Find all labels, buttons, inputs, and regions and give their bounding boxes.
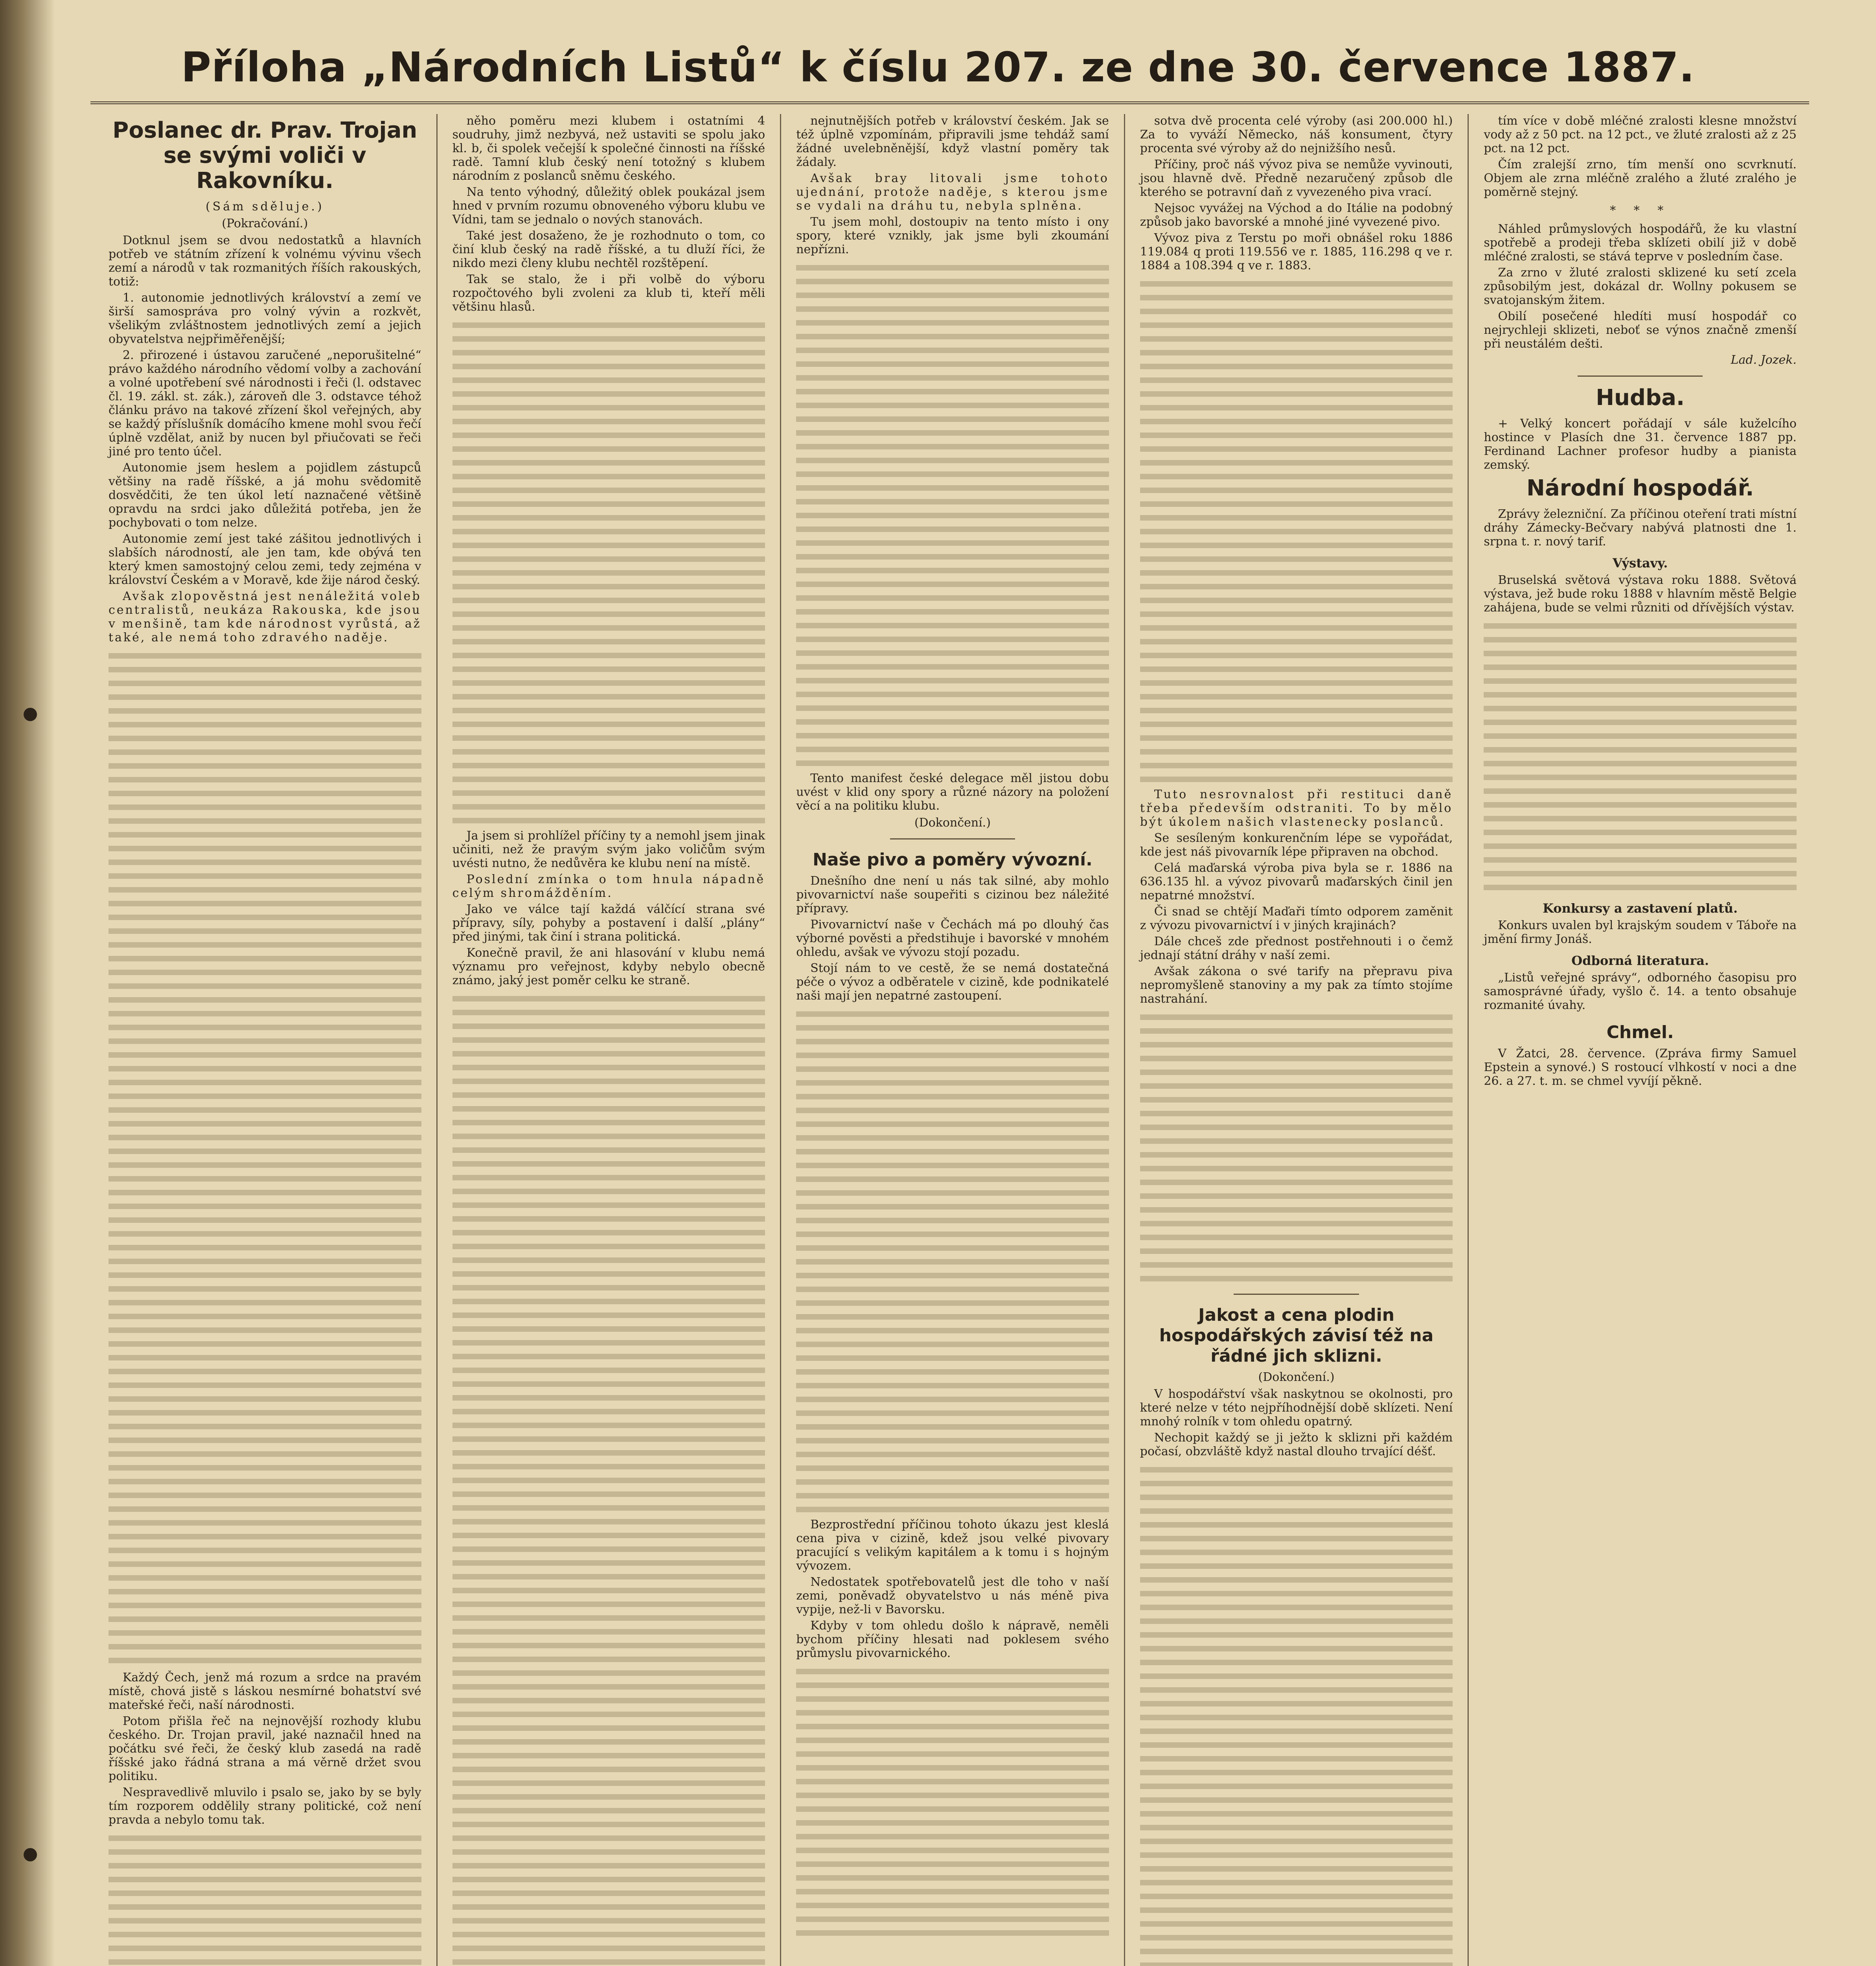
paragraph: Konkurs uvalen byl krajským soudem v Táboře na jmění firmy Jonáš. xyxy=(1484,919,1797,946)
text-block xyxy=(452,318,765,829)
paragraph: Pivovarnictví naše v Čechách má po dlouhý čas výborné pověsti a předstihuje i bavorské v mnohém ohledu, avšak ve vývozu stojí pozadu. xyxy=(796,918,1109,959)
paragraph: + Velký koncert pořádají v sále kuželcího hostince v Plasích dne 31. července 1887 pp. Ferdinand Lachner profesor hudby a pianista zemský. xyxy=(1484,417,1797,472)
paragraph: Na tento výhodný, důležitý oblek poukázal jsem hned v prvním rozumu obnoveného výboru klubu ve Vídni, tam se jednalo o nových stanovách. xyxy=(452,185,765,226)
paragraph: Dnešního dne není u nás tak silné, aby mohlo pivovarnictví naše soupeřiti s cizinou bez náležité přípravy. xyxy=(796,874,1109,915)
paragraph: Či snad se chtějí Maďaři tímto odporem zaměnit z vývozu pivovarnictví i v jiných krajinách? xyxy=(1140,905,1453,932)
section-heading: Národní hospodář. xyxy=(1526,475,1754,501)
article-divider xyxy=(1578,376,1703,377)
paragraph: Avšak bray litovali jsme tohoto ujednání, protože naděje, s kterou jsme se vydali na dráhu tu, nebyla splněna. xyxy=(796,171,1109,213)
paragraph: něho poměru mezi klubem i ostatními 4 soudruhy, jimž nezbyvá, než ustaviti se spolu jako kl. b, či spolek večejší k společné činnosti na říšské radě. Tamní klub český není totožný s klubem národním z poslanců sněmu českého. xyxy=(452,114,765,183)
column-5 xyxy=(1469,114,1812,1966)
column-2 xyxy=(438,114,782,1966)
paragraph: Avšak zlopověstná jest nenáležitá voleb centralistů, neukáza Rakouska, kde jsou v menšině, tam kde národnost vyrůstá, až také, ale nemá toho zdravého naděje. xyxy=(109,589,421,644)
paragraph: Kdyby v tom ohledu došlo k nápravě, neměli bychom příčiny hlesati nad poklesem svého průmyslu pivovarnického. xyxy=(796,1619,1109,1660)
article-heading: Poslanec dr. Prav. Trojan se svými voliči v Rakovníku. xyxy=(112,118,418,193)
paragraph: Autonomie zemí jest také zášitou jednotlivých i slabších národností, ale jen tam, kde obývá ten který kmen samostojný celou zemi, tedy zejména v království Českém a v Moravě, kde žije národ český. xyxy=(109,532,421,587)
page-edge-shadow xyxy=(0,0,55,1966)
subsection-heading: Konkursy a zastavení platů. xyxy=(1543,901,1738,916)
paragraph: Zprávy železniční. Za příčinou oteření trati místní dráhy Zámecky-Bečvary nabývá platnosti dne 1. srpna t. r. nový tarif. xyxy=(1484,507,1797,549)
paragraph: Stojí nám to ve cestě, že se nemá dostatečná péče o vývoz a odběratele v cizině, kde podnikatelé naši mají jen nepatrné zastoupení. xyxy=(796,961,1109,1003)
column-4 xyxy=(1125,114,1469,1966)
article-heading: Jakost a cena plodin hospodářských závisí též na řádné jich sklizni. xyxy=(1159,1305,1434,1366)
header-rule xyxy=(90,101,1809,104)
paragraph: nejnutnějších potřeb v království českém. Jak se též úplně vzpomínám, připravili jsme tehdáž samí žádné uvelebněnější, když vlastní poměry tak žádaly. xyxy=(796,114,1109,169)
paragraph: Autonomie jsem heslem a pojidlem zástupců většiny na radě říšské, a já mohu svědomitě dosvědčiti, že ten úkol letí naznačené většině opravdu na srdci jako důležitá potřeba, jen že pochybovati o tom nelze. xyxy=(109,461,421,530)
text-block xyxy=(796,260,1109,771)
article-divider xyxy=(1234,1294,1359,1295)
paragraph: 1. autonomie jednotlivých království a zemí ve širší samospráva pro volný vývin a rozkvět, všelikým zvláštnostem jednotlivých zemí a jejich obyvatelstva nejpřiměřenější; xyxy=(109,291,421,346)
text-block xyxy=(796,1664,1109,1939)
text-block xyxy=(452,991,765,1966)
paragraph: Avšak zákona o své tarify na přepravu piva nepromyšleně stanoviny a my pak za tímto stojíme nastrahání. xyxy=(1140,965,1453,1006)
paragraph: Obilí posečené hledíti musí hospodář co nejrychleji sklizeti, neboť se výnos značně zmenší při neustálém dešti. xyxy=(1484,309,1797,351)
paragraph: Celá maďarská výroba piva byla se r. 1886 na 636.135 hl. a vývoz pivovarů maďarských činil jen nepatrné množství. xyxy=(1140,861,1453,902)
masthead xyxy=(0,8,1876,90)
paragraph: Nechopit každý se ji ježto k sklizni při každém počasí, obzvláště když nastal dlouho trvající déšť. xyxy=(1140,1431,1453,1458)
paragraph: Tak se stalo, že i při volbě do výboru rozpočtového byli zvoleni za klub ti, kteří měli většinu hlasů. xyxy=(452,272,765,314)
paragraph: Ja jsem si prohlížel příčiny ty a nemohl jsem jinak učiniti, než že pravým svým jako voličům svým uvésti nutno, že nedůvěra ke klubu není na místě. xyxy=(452,829,765,870)
text-block xyxy=(109,648,421,1671)
paragraph: Tento manifest české delegace měl jistou dobu uvést v klid ony spory a různé názory na položení věcí a na politiku klubu. xyxy=(796,771,1109,813)
article-subheading: (Sám sděluje.) xyxy=(205,200,324,214)
binding-hole xyxy=(24,708,37,721)
article-heading: Naše pivo a poměry vývozní. xyxy=(813,850,1092,870)
paragraph: Vývoz piva z Terstu po moři obnášel roku 1886 119.084 q proti 119.556 ve r. 1885, 116.298 q ve r. 1884 a 108.394 q ve r. 1883. xyxy=(1140,231,1453,272)
paragraph: Nedostatek spotřebovatelů jest dle toho v naší zemi, poněvadž obyvatelstvo u nás méně piva vypije, než-li v Bavorsku. xyxy=(796,1575,1109,1616)
text-block xyxy=(1484,619,1797,894)
section-heading: Chmel. xyxy=(1606,1022,1674,1042)
paragraph: Tu jsem mohl, dostoupiv na tento místo i ony spory, které vznikly, jak jsme byli zkoumání nepřízni. xyxy=(796,215,1109,256)
paragraph: Tuto nesrovnalost při restituci daně třeba především odstraniti. To by mělo být úkolem našich vlastenecky poslanců. xyxy=(1140,788,1453,829)
section-stars: * * * xyxy=(1610,204,1671,217)
paragraph: tím více v době mléčné zralosti klesne množství vody až z 50 pct. na 12 pct., ve žluté zralosti až z 25 pct. na 12 pct. xyxy=(1484,114,1797,155)
paragraph: Dotknul jsem se dvou nedostatků a hlavních potřeb ve státním zřízení k volnému vývinu všech zemí a národů v tak rozmanitých říších rakouských, totiž: xyxy=(109,234,421,289)
paragraph: Bezprostřední příčinou tohoto úkazu jest kleslá cena piva v cizině, kdež jsou velké pivovary pracující s velikým kapitálem a k tomu i s hojným vývozem. xyxy=(796,1518,1109,1573)
paragraph: V hospodářství však naskytnou se okolnosti, pro které nelze v této nejpříhodnější době sklízeti. Není mnohý rolník v tom ohledu opatrný. xyxy=(1140,1387,1453,1428)
paragraph: Jako ve válce tají každá válčící strana své přípravy, síly, pohyby a postavení i další „plány“ před jinými, tak činí i strana politická. xyxy=(452,902,765,944)
paragraph: 2. přirozené i ústavou zaručené „neporušitelné“ právo každého národního vědomí volby a zachování a volné upotřebení své národnosti i řeči (l. odstavec čl. 19. zákl. st. zák.), zároveň dle 3. odstavce téhož článku právo na takové zřízení škol veřejných, aby se každý příslušník domácího kmene mohl svou řečí úplně vzdělat, aniž by nucen byl přiučovati se řeči jiné pro tento účel. xyxy=(109,348,421,458)
subsection-heading: Odborná literatura. xyxy=(1571,953,1709,968)
masthead-title: Příloha „Národních Listů“ k číslu 207. ze dne 30. července 1887. xyxy=(181,43,1695,91)
text-block xyxy=(796,1007,1109,1518)
column-3 xyxy=(781,114,1125,1966)
continuation-note: (Pokračování.) xyxy=(222,217,308,230)
column-1 xyxy=(94,114,438,1966)
binding-hole xyxy=(24,1848,37,1861)
paragraph: Poslední zmínka o tom hnula nápadně celým shromážděním. xyxy=(452,873,765,900)
paragraph: „Listů veřejné správy“, odborného časopisu pro samosprávné úřady, vyšlo č. 14. a tento obsahuje rozmanité úvahy. xyxy=(1484,971,1797,1012)
paragraph: Čím zralejší zrno, tím menší ono scvrknutí. Objem ale zrna mléčně zralého a žluté zralého je poměrně stejný. xyxy=(1484,158,1797,199)
paragraph: Nespravedlivě mluvilo i psalo se, jako by se byly tím rozporem oddělily strany politické, což není pravda a nebylo tomu tak. xyxy=(109,1786,421,1827)
paragraph: Příčiny, proč náš vývoz piva se nemůže vyvinouti, jsou hlavně dvě. Předně nezaručený způsob dle kterého se potravní daň z vyvezeného piva vrací. xyxy=(1140,158,1453,199)
newspaper-page xyxy=(94,114,1812,1966)
subsection-heading: Výstavy. xyxy=(1613,556,1668,571)
text-block xyxy=(1140,1462,1453,1966)
paragraph: Náhled průmyslových hospodářů, že ku vlastní spotřebě a prodeji třeba sklízeti obilí již v době mléčné zralosti, se stává teprve v posledním čase. xyxy=(1484,222,1797,263)
text-block xyxy=(1140,1010,1453,1285)
paragraph: Bruselská světová výstava roku 1888. Světová výstava, jež bude roku 1888 v hlavním městě Belgie zahájena, bude se velmi různiti od dřívějších výstav. xyxy=(1484,573,1797,615)
paragraph: Konečně pravil, že ani hlasování v klubu nemá významu pro veřejnost, kdyby nebylo obecně známo, jaký jest poměr celku ke straně. xyxy=(452,946,765,987)
paragraph: V Žatci, 28. července. (Zpráva firmy Samuel Epstein a synové.) S rostoucí vlhkostí v noci a dne 26. a 27. t. m. se chmel vyvíjí pěkně. xyxy=(1484,1047,1797,1088)
paragraph: Nejsoc vyvážej na Východ a do Itálie na podobný způsob jako bavorské a mnohé jiné vyvezené pivo. xyxy=(1140,201,1453,229)
text-block xyxy=(1140,276,1453,788)
closing-note: (Dokončení.) xyxy=(1258,1370,1335,1384)
paragraph: Každý Čech, jenž má rozum a srdce na pravém místě, chová jistě s láskou nesmírné bohatství své mateřské řeči, naší národnosti. xyxy=(109,1671,421,1712)
author-signature: Lad. Jozek. xyxy=(1731,353,1797,367)
paragraph: Potom přišla řeč na nejnovější rozhody klubu českého. Dr. Trojan pravil, jaké naznačil hned na počátku své řeči, že český klub zasedá na radě říšské jako řádná strana a má věrně držet svou politiku. xyxy=(109,1714,421,1783)
section-heading: Hudba. xyxy=(1596,385,1685,411)
paragraph: Dále chceš zde přednost postřehnouti i o čemž jednají státní dráhy v naší zemi. xyxy=(1140,935,1453,962)
paragraph: Za zrno v žluté zralosti sklizené ku setí zcela způsobilým jest, dokázal dr. Wollny pokusem se svatojanským žitem. xyxy=(1484,266,1797,307)
paragraph: sotva dvě procenta celé výroby (asi 200.000 hl.) Za to vyváží Německo, náš konsument, čtyry procenta své výroby až do nejnižšího nesů. xyxy=(1140,114,1453,155)
paragraph: Se sesíleným konkurenčním lépe se vypořádat, kde jest náš pivovarník lépe připraven na obchod. xyxy=(1140,831,1453,859)
text-block xyxy=(109,1831,421,1966)
paragraph: Také jest dosaženo, že je rozhodnuto o tom, co činí klub český na radě říšské, a tu dluží říci, že nikdo mezi členy klubu nechtěl rozštěpení. xyxy=(452,229,765,270)
closing-note: (Dokončení.) xyxy=(914,816,991,830)
article-divider xyxy=(890,838,1015,839)
